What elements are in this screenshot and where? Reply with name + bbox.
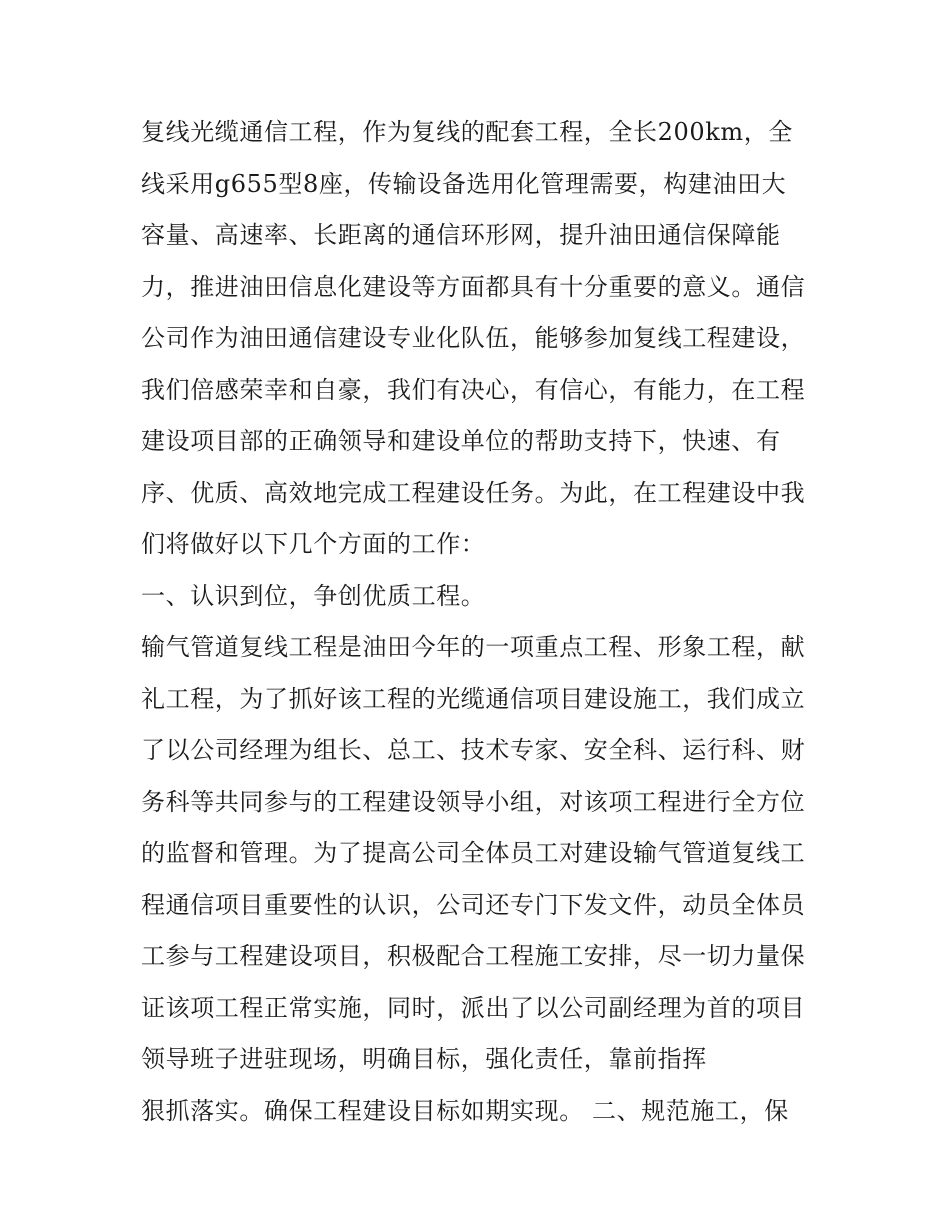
section-heading: 一、认识到位，争创优质工程。 [141, 581, 486, 610]
text-line: 力，推进油田信息化建设等方面都具有十分重要的意义。通信 [141, 272, 806, 301]
text-line: 序、优质、高效地完成工程建设任务。为此，在工程建设中我 [141, 478, 806, 507]
text-line: 线采用g655型8座，传输设备选用化管理需要，构建油田大 [141, 169, 787, 198]
text-line: 复线光缆通信工程，作为复线的配套工程，全长200km，全 [141, 118, 793, 146]
text-line: 工参与工程建设项目，积极配合工程施工安排，尽一切力量保 [141, 942, 806, 970]
text-line: 公司作为油田通信建设专业化队伍，能够参加复线工程建设， [141, 324, 806, 352]
text-line: 狠抓落实。确保工程建设目标如期实现。 二、规范施工，保 [141, 1096, 789, 1125]
text-line: 我们倍感荣幸和自豪，我们有决心，有信心，有能力，在工程 [141, 375, 806, 404]
text-line: 的监督和管理。为了提高公司全体员工对建设输气管道复线工 [141, 839, 806, 867]
text-line: 建设项目部的正确领导和建设单位的帮助支持下，快速、有 [141, 427, 781, 455]
text-line: 输气管道复线工程是油田今年的一项重点工程、形象工程，献 [141, 633, 806, 661]
text-line: 领导班子进驻现场，明确目标，强化责任，靠前指挥 [141, 1045, 707, 1073]
text-line: 务科等共同参与的工程建设领导小组，对该项工程进行全方位 [141, 787, 806, 816]
text-line: 礼工程，为了抓好该工程的光缆通信项目建设施工，我们成立 [141, 684, 806, 713]
text-line: 们将做好以下几个方面的工作： [141, 530, 486, 558]
text-line: 证该项工程正常实施，同时，派出了以公司副经理为首的项目 [141, 993, 806, 1022]
text-line: 程通信项目重要性的认识，公司还专门下发文件，动员全体员 [141, 890, 806, 919]
text-line: 了以公司经理为组长、总工、技术专家、安全科、运行科、财 [141, 736, 806, 764]
text-line: 容量、高速率、长距离的通信环形网，提升油田通信保障能 [141, 221, 781, 249]
body-text [141, 107, 821, 1137]
